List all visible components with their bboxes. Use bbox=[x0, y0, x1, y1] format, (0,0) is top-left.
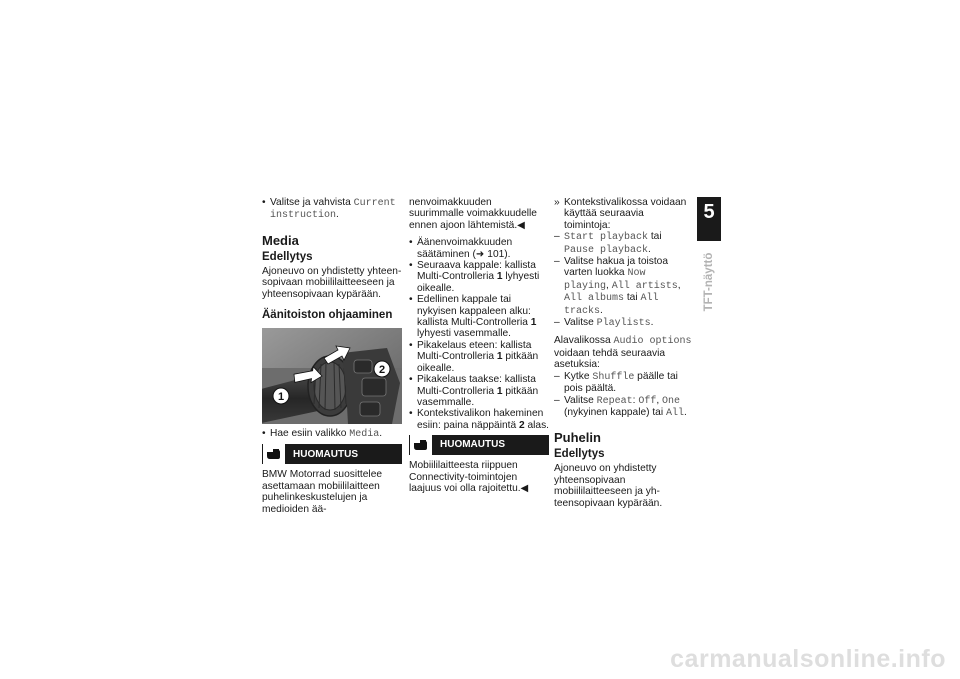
requirement-text-phone: Ajoneuvo on yhdistetty yhteensopivaan mobiililaitteeseen ja yhteensopivaan kypärään. bbox=[554, 463, 663, 509]
handlebar-controller-image bbox=[262, 328, 402, 424]
bullet-fast-forward: • Pikakelaus eteen: kallista Multi-Controlleria 1 pitkään oikealle. bbox=[409, 340, 549, 374]
note-text-1: BMW Motorrad suosittelee asettamaan mobiililaitteen puhelinkeskustelujen ja medioiden ää- bbox=[262, 469, 383, 515]
bullet-context-menu: • Kontekstivalikon hakeminen esiin: paina näppäintä 2 alas. bbox=[409, 408, 549, 431]
hand-pointer-icon bbox=[410, 435, 432, 455]
bullet-volume: • Äänenvoimakkuuden säätäminen (➜ 101). bbox=[409, 237, 549, 260]
bullet-next-track: • Seuraava kappale: kallista Multi-Controlleria 1 lyhyesti oikealle. bbox=[409, 260, 549, 294]
hand-pointer-icon bbox=[263, 444, 285, 464]
dash-playlists: – Valitse Playlists. bbox=[554, 317, 692, 329]
note-text-2: Mobiililaitteesta riippuen Connectivity-toimintojen laajuus voi olla rajoitettu.◀ bbox=[409, 460, 529, 494]
bullet-previous-track: • Edellinen kappale tai nykyisen kappaleen alku: kallista Multi-Controlleria 1 lyhyesti vasemmalle. bbox=[409, 294, 549, 340]
result-context-menu: » Kontekstivalikossa voidaan käyttää seuraavia toimintoja: bbox=[554, 197, 692, 231]
note-label: HUOMAUTUS bbox=[440, 439, 505, 451]
note-label: HUOMAUTUS bbox=[293, 448, 358, 460]
column-3 bbox=[554, 197, 692, 509]
chapter-number: 5 bbox=[703, 201, 715, 223]
heading-media: Media bbox=[262, 232, 299, 248]
column-1 bbox=[262, 197, 402, 515]
column-2 bbox=[409, 197, 549, 494]
bullet-confirm-instruction: • Valitse ja vahvista Current instruction. bbox=[262, 197, 402, 222]
dash-playback: – Start playback tai Pause playback. bbox=[554, 231, 692, 256]
note-box-2 bbox=[409, 435, 549, 455]
photo-label-2: 2 bbox=[378, 364, 386, 377]
requirement-text: Ajoneuvo on yhdistetty yhteensopivaan mobiililaitteeseen ja yhteensopivaan kypärään. bbox=[262, 265, 402, 300]
heading-requirement: Edellytys bbox=[262, 250, 313, 263]
dash-shuffle: – Kytke Shuffle päälle tai pois päältä. bbox=[554, 371, 692, 395]
note-text-continued: nenvoimakkuuden suurimmalle voimakkuudelle ennen ajoon lähtemistä.◀ bbox=[409, 197, 537, 231]
heading-requirement-phone: Edellytys bbox=[554, 448, 605, 461]
heading-audio-control: Äänitoiston ohjaaminen bbox=[262, 309, 393, 322]
watermark: carmanualsonline.info bbox=[670, 645, 946, 673]
note-box-1 bbox=[262, 444, 402, 464]
page-number: 113 bbox=[697, 424, 713, 435]
submenu-text: Alavalikossa Audio options voidaan tehdä seuraavia asetuksia: bbox=[554, 335, 692, 371]
side-title: TFT-näyttö bbox=[703, 252, 715, 312]
bullet-media-menu: • Hae esiin valikko Media. bbox=[262, 428, 402, 440]
dash-repeat: – Valitse Repeat: Off, One (nykyinen kappale) tai All. bbox=[554, 395, 692, 420]
bullet-rewind: • Pikakelaus taakse: kallista Multi-Controlleria 1 pitkään vasemmalle. bbox=[409, 374, 549, 408]
heading-phone: Puhelin bbox=[554, 430, 601, 446]
dash-category: – Valitse hakua ja toistoa varten luokka Now playing, All artists, All albums tai All tracks. bbox=[554, 256, 692, 317]
photo-label-1: 1 bbox=[277, 391, 285, 404]
